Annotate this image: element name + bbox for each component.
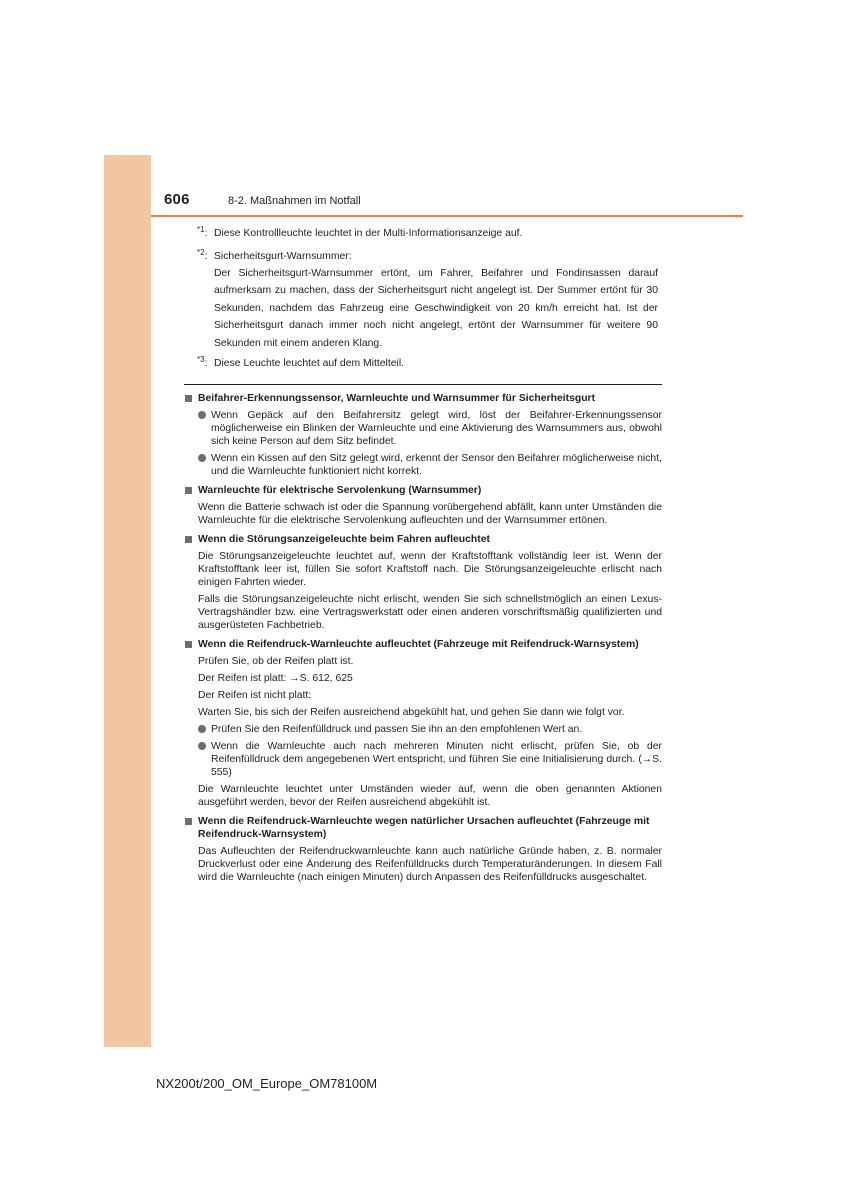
footnote-1-text: Diese Kontrollleuchte leuchtet in der Multi-Informationsanzeige auf.	[214, 228, 523, 239]
footer-code: NX200t/200_OM_Europe_OM78100M	[156, 1076, 378, 1091]
header-rule	[151, 215, 743, 217]
square-bullet-icon	[185, 818, 192, 825]
section-heading: Wenn die Störungsanzeigeleuchte beim Fahren aufleuchtet	[185, 533, 662, 546]
section-divider	[184, 384, 662, 385]
bullet-item: Wenn die Warnleuchte auch nach mehreren Minuten nicht erlischt, prüfen Sie, ob der Reifenfülldruck dem angegebenen Wert entspricht, und führen Sie eine Initialisierung durch. (→S. 555)	[185, 740, 662, 779]
round-bullet-icon	[198, 454, 206, 462]
section-heading: Wenn die Reifendruck-Warnleuchte aufleuchtet (Fahrzeuge mit Reifendruck-Warnsystem)	[185, 638, 662, 651]
paragraph: Prüfen Sie, ob der Reifen platt ist.	[198, 656, 354, 667]
section-title: 8-2. Maßnahmen im Notfall	[228, 195, 361, 207]
footnote-mark-1: $^{*1}$:	[197, 225, 208, 239]
bullet-item: Prüfen Sie den Reifenfülldruck und passen Sie ihn an den empfohlenen Wert an.	[185, 723, 662, 736]
footnote-mark-2: $^{*2}$:	[197, 248, 208, 262]
round-bullet-icon	[198, 725, 206, 733]
main-content	[185, 392, 662, 884]
paragraph: Das Aufleuchten der Reifendruckwarnleuchte kann auch natürliche Gründe haben, z. B. normaler Druckverlust oder eine Änderung des Reifenfülldrucks durch Temperaturänderungen. In diesem Fall wird die Warnleuchte (nach einigen Minuten) durch Anpassen des Reifenfülldrucks ausgeschaltet.	[198, 846, 662, 883]
paragraph: Der Reifen ist platt: →S. 612, 625	[198, 673, 353, 684]
round-bullet-icon	[198, 411, 206, 419]
section-heading: Warnleuchte für elektrische Servolenkung (Warnsummer)	[185, 484, 662, 497]
bullet-item: Wenn Gepäck auf den Beifahrersitz gelegt wird, löst der Beifahrer-Erkennungssensor möglicherweise ein Blinken der Warnleuchte und eine Aktivierung des Warnsummers aus, obwohl sich keine Person auf dem Sitz befindet.	[185, 409, 662, 448]
footnote-3-text: Diese Leuchte leuchtet auf dem Mittelteil.	[214, 358, 405, 369]
paragraph: Wenn die Batterie schwach ist oder die Spannung vorübergehend abfällt, kann unter Umständen die Warnleuchte für die elektrische Servolenkung aufleuchten und der Warnsummer ertönen.	[198, 502, 662, 526]
section-heading: Beifahrer-Erkennungssensor, Warnleuchte und Warnsummer für Sicherheitsgurt	[185, 392, 662, 405]
square-bullet-icon	[185, 395, 192, 402]
footnote-2-body: Der Sicherheitsgurt-Warnsummer ertönt, um Fahrer, Beifahrer und Fondinsassen darauf aufmerksam zu machen, dass der Sicherheitsgurt nicht angelegt ist. Der Summer ertönt für 30 Sekunden, nachdem das Fahrzeug eine Geschwindigkeit von 20 km/h erreicht hat. Ist der Sicherheitsgurt danach immer noch nicht angelegt, ertönt der Warnsummer für weitere 90 Sekunden mit einem anderen Klang.	[214, 268, 658, 349]
side-tab	[104, 155, 151, 1047]
page-number: 606	[164, 191, 190, 208]
square-bullet-icon	[185, 487, 192, 494]
footnote-mark-3: $^{*3}$:	[197, 355, 208, 369]
square-bullet-icon	[185, 536, 192, 543]
section-heading: Wenn die Reifendruck-Warnleuchte wegen natürlicher Ursachen aufleuchtet (Fahrzeuge mit Reifendruck-Warnsystem)	[185, 815, 662, 841]
footnote-2-title: Sicherheitsgurt-Warnsummer:	[214, 251, 352, 262]
square-bullet-icon	[185, 641, 192, 648]
round-bullet-icon	[198, 742, 206, 750]
paragraph: Die Warnleuchte leuchtet unter Umständen wieder auf, wenn die oben genannten Aktionen ausgeführt werden, bevor der Reifen ausreichend abgekühlt ist.	[198, 784, 662, 808]
paragraph: Falls die Störungsanzeigeleuchte nicht erlischt, wenden Sie sich schnellstmöglich an einen Lexus-Vertragshändler bzw. eine Vertragswerkstatt oder einen anderen vorschriftsmäßig qualifizierten und ausgerüsteten Fachbetrieb.	[198, 594, 662, 631]
bullet-item: Wenn ein Kissen auf den Sitz gelegt wird, erkennt der Sensor den Beifahrer möglicherweise nicht, und die Warnleuchte funktioniert nicht korrekt.	[185, 452, 662, 478]
paragraph: Die Störungsanzeigeleuchte leuchtet auf, wenn der Kraftstofftank vollständig leer ist. Wenn der Kraftstofftank leer ist, füllen Sie sofort Kraftstoff nach. Die Störungsanzeigeleuchte erlischt nach einigen Fahrten wieder.	[198, 551, 662, 588]
paragraph: Warten Sie, bis sich der Reifen ausreichend abgekühlt hat, und gehen Sie dann wie folgt vor.	[198, 707, 625, 718]
paragraph: Der Reifen ist nicht platt:	[198, 690, 312, 701]
